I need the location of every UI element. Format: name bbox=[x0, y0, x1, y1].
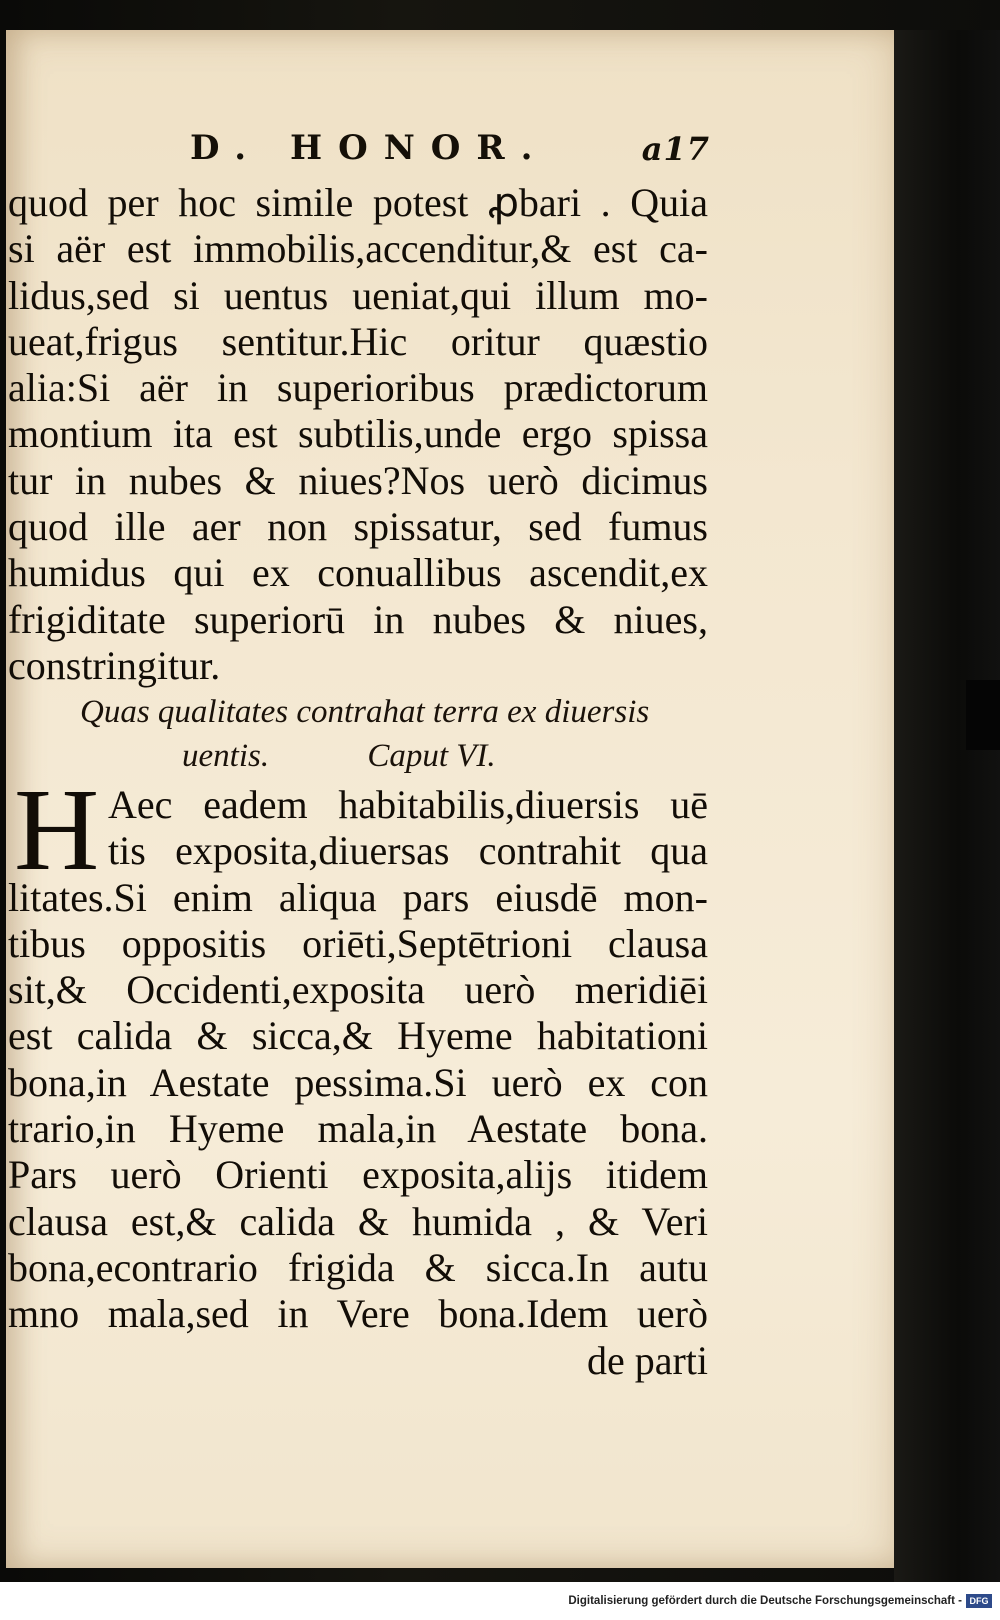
text-line: lidus,sed si uentus ueniat,qui illum mo- bbox=[8, 272, 708, 318]
chapter-heading-line: Quas qualitates contrahat terra ex diuersis bbox=[80, 694, 650, 730]
text-line: tibus oppositis oriēti,Septētrioni clausa bbox=[8, 920, 708, 966]
chapter-heading bbox=[80, 690, 650, 778]
catchword: de parti bbox=[586, 1337, 708, 1383]
text-line: trario,in Hyeme mala,in Aestate bona. bbox=[8, 1106, 708, 1152]
text-line: quod ille aer non spissatur, sed fumus bbox=[8, 504, 708, 550]
text-line: Aec eadem habitabilis,diuersis uē bbox=[108, 782, 708, 827]
text-line: bona,in Aestate pessima.Si uerò ex con bbox=[8, 1059, 708, 1105]
footer-credit: Digitalisierung gefördert durch die Deutsche Forschungsgemeinschaft - bbox=[568, 1595, 962, 1607]
chapter-heading-word: uentis. bbox=[182, 738, 270, 774]
chapter-number: Caput VI. bbox=[367, 738, 496, 774]
text-line: Pars uerò Orienti exposita,alijs itidem bbox=[8, 1152, 708, 1198]
text-line: sit,& Occidenti,exposita uerò meridiēi bbox=[8, 967, 708, 1013]
chapter-heading-line-2 bbox=[80, 734, 640, 778]
text-line: mno mala,sed in Vere bona.Idem uerò bbox=[8, 1291, 708, 1337]
folio-number: a17 bbox=[641, 130, 710, 168]
gutter-shadow bbox=[894, 30, 1000, 1582]
text-line: litates.Si enim aliqua pars eiusdē mon- bbox=[8, 874, 708, 920]
text-line: bona,econtrario frigida & sicca.In autu bbox=[8, 1244, 708, 1290]
text-line: humidus qui ex conuallibus ascendit,ex bbox=[8, 550, 708, 596]
text-line: tur in nubes & niues?Nos uerò dicimus bbox=[8, 457, 708, 503]
page-header bbox=[190, 128, 710, 178]
text-line: frigiditate superiorū in nubes & niues, bbox=[8, 596, 708, 642]
running-head: D. HONOR. bbox=[190, 128, 549, 168]
text-line: tis exposita,diuersas contrahit qua bbox=[108, 828, 708, 874]
body-text bbox=[8, 180, 708, 689]
text-line: quod per hoc simile potest ꝓbari . Quia bbox=[8, 180, 708, 225]
text-line: est calida & sicca,& Hyeme habitationi bbox=[8, 1013, 708, 1059]
text-line: montium ita est subtilis,unde ergo spissa bbox=[8, 411, 708, 457]
text-line: alia:Si aër in superioribus prædictorum bbox=[8, 365, 708, 411]
text-line: constringitur. bbox=[8, 642, 221, 688]
drop-initial: H bbox=[14, 764, 100, 895]
text-line: si aër est immobilis,accenditur,& est ca- bbox=[8, 226, 708, 272]
text-line: ueat,frigus sentitur.Hic oritur quæstio bbox=[8, 318, 708, 364]
text-line: clausa est,& calida & humida , & Veri bbox=[8, 1198, 708, 1244]
dfg-logo: DFG bbox=[966, 1594, 992, 1608]
digitization-footer bbox=[0, 1582, 1000, 1620]
chapter-text bbox=[8, 764, 708, 1384]
page-edge-marker bbox=[966, 680, 1000, 750]
